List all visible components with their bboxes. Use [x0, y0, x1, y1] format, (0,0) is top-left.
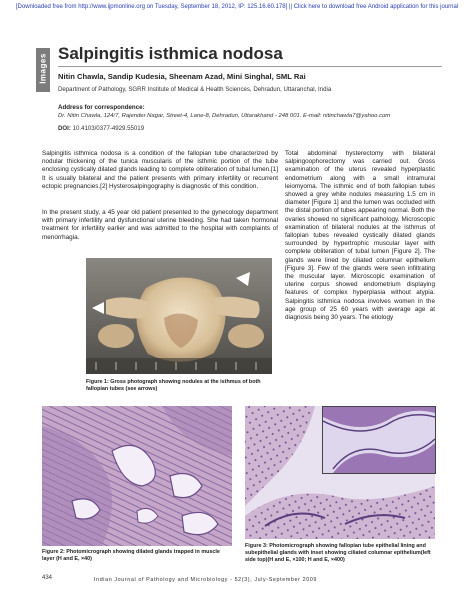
doi-value: 10.4103/0377-4929.55019 [72, 125, 145, 132]
correspondence-heading: Address for correspondence: [58, 104, 145, 111]
article-title: Salpingitis isthmica nodosa [58, 44, 283, 63]
gross-specimen-image [86, 258, 272, 374]
journal-footer: Indian Journal of Pathology and Microbiology - 52(3), July-September 2009 [94, 577, 317, 583]
author-list: Nitin Chawla, Sandip Kudesia, Sheenam Azad, Mini Singhal, SML Rai [58, 72, 306, 81]
figure-2-caption: Figure 2: Photomicrograph showing dilated glands trapped in muscle layer (H and E, ×40) [42, 549, 220, 562]
section-tab-label: Images [38, 53, 48, 84]
figure-1-gross-photo [86, 258, 272, 374]
figure-2-micrograph [42, 406, 232, 546]
download-banner-link[interactable]: [Downloaded free from http://www.ijpmonline.org on Tuesday, September 18, 2012, IP: 125.16.60.178] || Click here to download free Android application for this journal [15, 4, 459, 10]
correspondence-address: Dr. Nitin Chawla, 124/7, Rajender Nagar, Street-4, Lane-8, Dehradun, Uttarakhand - 248 001. E-mail: nitinchawla7@yahoo.com [58, 113, 391, 119]
doi-label: DOI: [58, 125, 71, 132]
affiliation: Department of Pathology, SGRR Institute of Medical & Health Sciences, Dehradun, Uttaranchal, India [58, 86, 332, 93]
figure-3-inset [322, 406, 436, 474]
doi-line [58, 125, 144, 132]
body-paragraph-1: Salpingitis isthmica nodosa is a condition of the fallopian tube characterized by nodular thickening of the tunica muscularis of the isthmic portion of the tube enclosing cystically dilated glands leading to complete obliteration of tubal lumen.[1] It is usually bilateral and the patient presents with primary infertility or recurrent ectopic pregnancies.[2] Hysterosalpingography is diagnostic of this condition. [42, 150, 278, 190]
body-paragraph-2: In the present study, a 45 year old patient presented to the gynecology department with primary infertility and dysfunctional uterine bleeding. She had taken hormonal treatment for infertility earlier and was admitted to the hospital with complaints of menorrhagia. [42, 209, 278, 241]
figure-3-caption: Figure 3: Photomicrograph showing fallopian tube epithelial lining and subepithelial glands with inset showing ciliated columnar epithelium(left side top)(H and E, ×100; H and E, ×400) [245, 543, 431, 563]
right-column-text: Total abdominal hysterectomy with bilateral salpingoophorectomy was carried out. Gross examination of the uterus revealed hyperplastic endometrium along with a small intramural leiomyoma. The isthmic end of both fallopian tubes showed a grey white nodules measuring 1.5 cm in diameter [Figure 1] and the lumen was occluded with the distal portion of tubes appearing normal. Both the ovaries showed no significant pathology. Microscopic examination of bilateral nodules at the isthmus of fallopian tubes revealed cystically dilated glands surrounded by hypertrophic muscular layer with complete obliteration of tubal lumen [Figure 2]. The glands were lined by ciliated columnar epithelium [Figure 3]. Few of the glands were seen infiltrating the muscular layer. Microscopic examination of uterine corpus showed endometrium displaying features of complex hyperplasia without atypia. Salpingitis isthmica nodosa involves women in the age group of 25 60 years with average age at diagnosis being 30 years. The etiology [285, 150, 435, 322]
micrograph-image [42, 406, 232, 546]
figure-1-caption: Figure 1: Gross photograph showing nodules at the isthmus of both fallopian tubes (see arrows) [86, 379, 261, 392]
inset-image [323, 407, 435, 473]
section-tab [36, 48, 50, 92]
page-number: 434 [42, 575, 53, 581]
title-divider [58, 66, 442, 67]
